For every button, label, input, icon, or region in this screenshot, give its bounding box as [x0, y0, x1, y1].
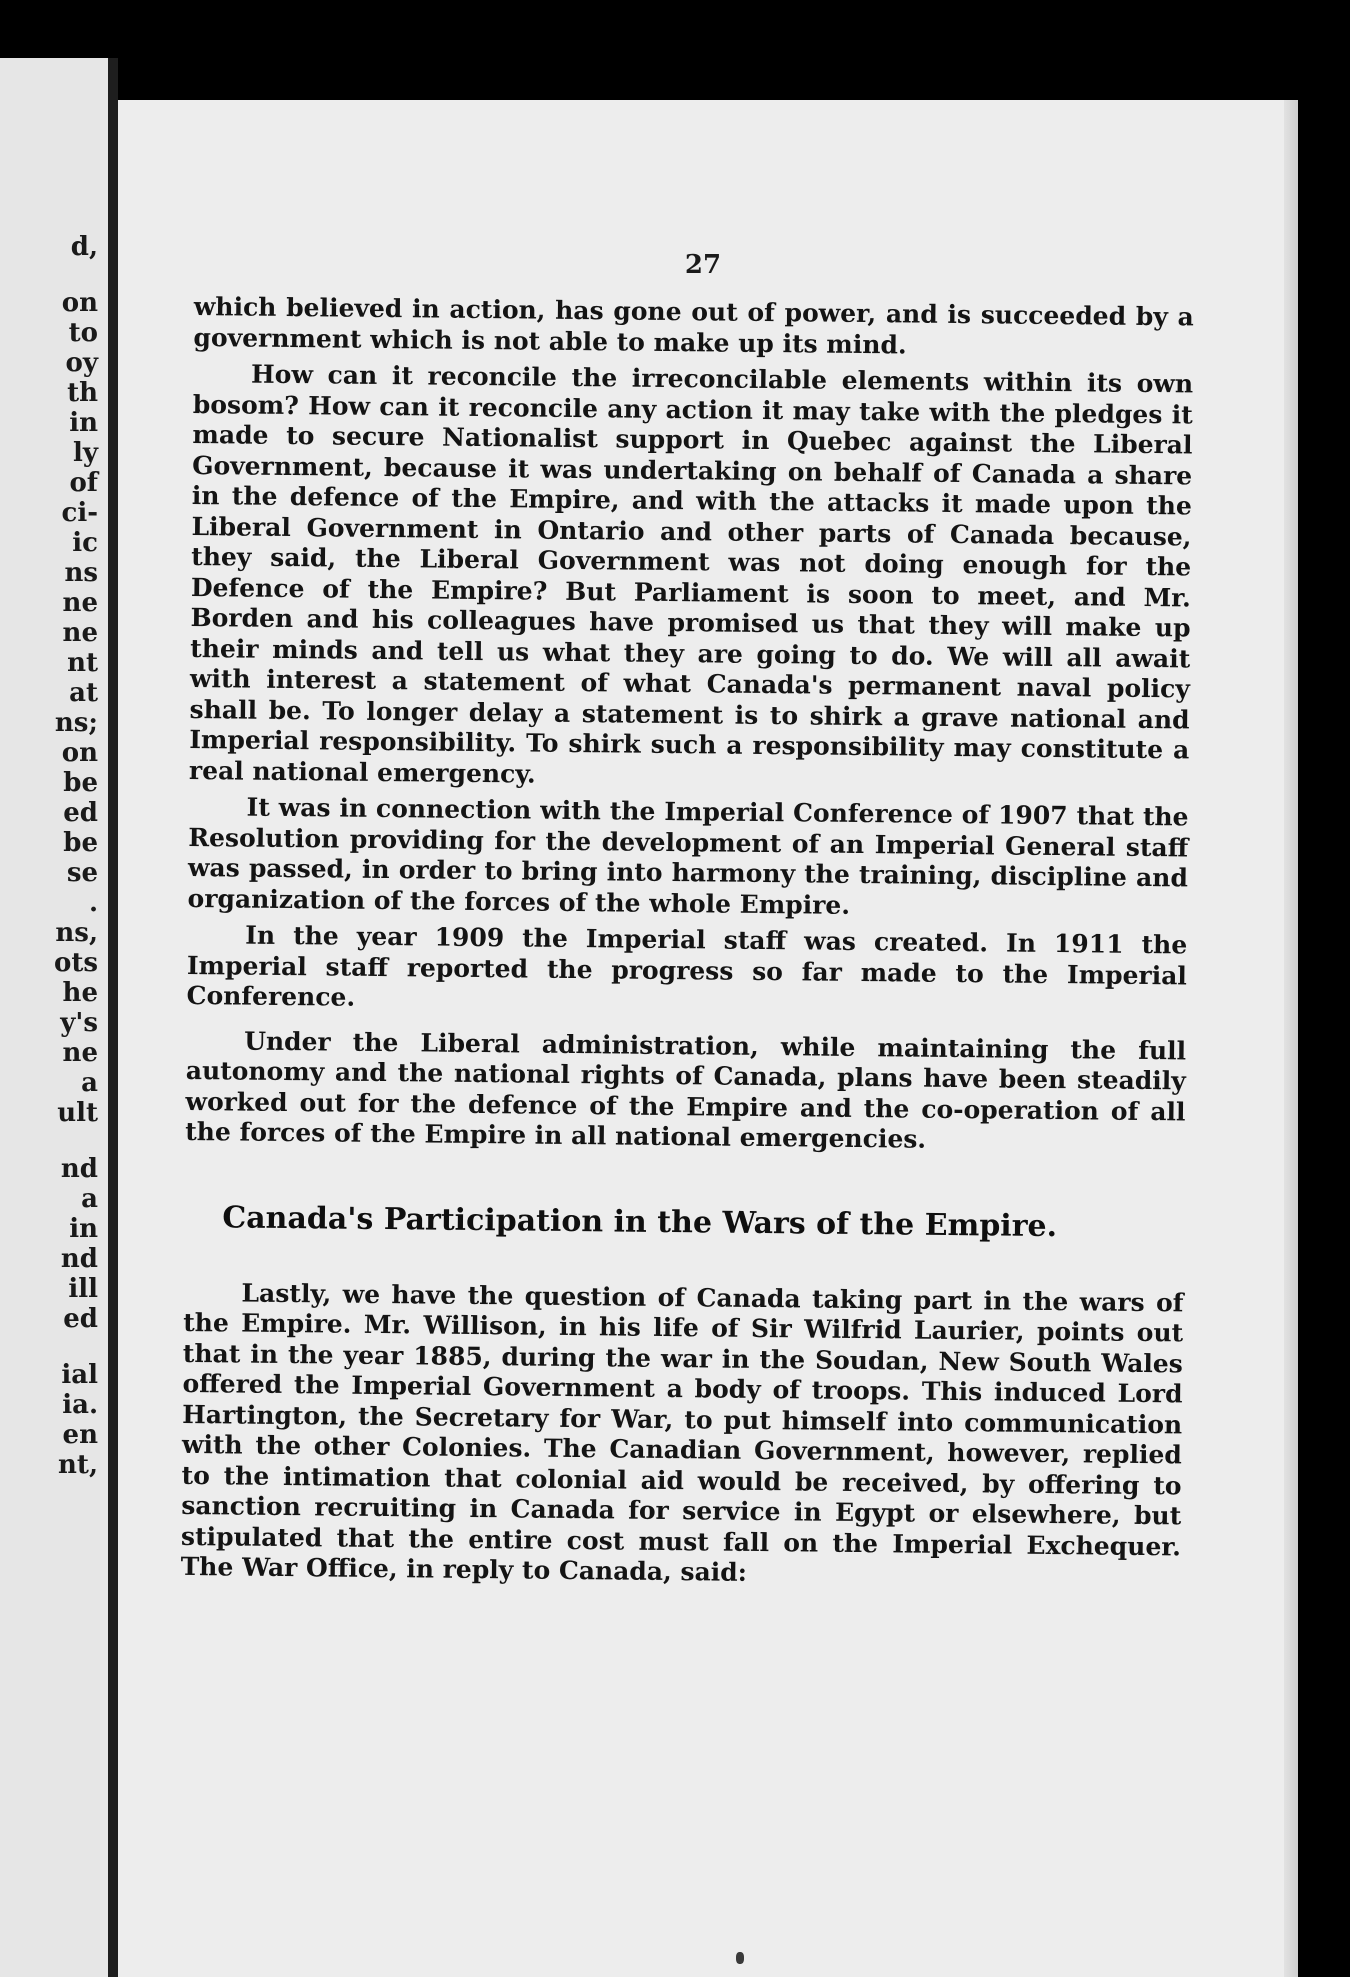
facing-page-fragment: nt, — [58, 1450, 98, 1480]
facing-page-fragment: d, — [70, 232, 98, 262]
facing-page-fragment: ne — [62, 618, 98, 648]
facing-page-fragment: ed — [63, 1304, 98, 1334]
facing-page-fragment: ns — [64, 558, 98, 588]
facing-page-fragment: oy — [65, 348, 98, 378]
facing-page-fragment: ial — [61, 1360, 98, 1390]
facing-page-fragment: . — [88, 888, 98, 918]
facing-page-fragment: on — [61, 288, 98, 318]
page-number: 27 — [684, 250, 722, 280]
paragraph: Lastly, we have the question of Canada taking part in the wars of the Empire. Mr. Willison, in his life of Sir Wilfrid Laurier, points out that in the year 1885, during the war in the Soudan, New South Wales offered the Imperial Government a body of troops. This induced Lord Hartington, the Secretary for War, to put himself into communication with the other Colonies. The Canadian Government, however, replied to the intimation that colonial aid would be received, by offering to sanction recruiting in Canada for service in Egypt or elsewhere, but stipulated that the entire cost must fall on the Imperial Exchequer. The War Office, in reply to Canada, said: — [180, 1278, 1184, 1587]
section-heading: Canada's Participation in the Wars of the Empire. — [222, 1199, 1058, 1244]
facing-page-fragment: of — [69, 468, 98, 498]
body-text — [180, 292, 1194, 1599]
facing-page-fragment: he — [62, 978, 98, 1008]
paragraph: How can it reconcile the irreconcilable elements within its own bosom? How can it reconcile any action it may take with the pledges it made to secure Nationalist support in Quebec against the Liberal Government, because it was undertaking on behalf of Canada a share in the defence of the Empire, and with the attacks it made upon the Liberal Government in Ontario and other parts of Canada because, they said, the Liberal Government was not doing enough for the Defence of the Empire? But Parliament is soon to meet, and Mr. Borden and his colleagues have promised us that they will make up their minds and tell us what they are going to do. We will all await with interest a statement of what Canada's permanent naval policy shall be. To longer delay a statement is to shirk a grave national and Imperial responsibility. To shirk such a responsibility may constitute a real national emergency. — [188, 359, 1194, 789]
facing-page-fragment: be — [63, 768, 98, 798]
facing-page-fragment: nt — [67, 648, 98, 678]
facing-page-fragment: ns; — [54, 708, 98, 738]
facing-page-fragment: ne — [62, 1038, 98, 1068]
facing-page-fragment: ult — [57, 1098, 98, 1128]
facing-page-fragment: ns, — [55, 918, 98, 948]
paragraph: Under the Liberal administration, while maintaining the full autonomy and the national rights of Canada, plans have been steadily worked out for the defence of the Empire and the co-operation of all the forces of the Empire in all national emergencies. — [185, 1026, 1187, 1154]
print-speck — [736, 1952, 744, 1964]
facing-page-fragment: ill — [68, 1274, 98, 1304]
facing-page-fragment: on — [61, 738, 98, 768]
facing-page-edge — [0, 58, 108, 1977]
facing-page-fragment: ne — [62, 588, 98, 618]
facing-page-fragment: en — [62, 1420, 98, 1450]
facing-page-fragment: ed — [63, 798, 98, 828]
facing-page-fragment: nd — [60, 1154, 98, 1184]
book-page — [118, 100, 1298, 1977]
facing-page-fragment: se — [66, 858, 98, 888]
binding-gutter — [108, 58, 118, 1977]
facing-page-fragment: in — [69, 1214, 98, 1244]
facing-page-fragment: ic — [72, 528, 98, 558]
facing-page-fragment: at — [69, 678, 98, 708]
paragraph: which believed in action, has gone out of power, and is succeeded by a government which is not able to make up its mind. — [193, 292, 1194, 359]
facing-page-fragment: ia. — [62, 1390, 98, 1420]
facing-page-fragment: th — [67, 378, 98, 408]
facing-page-fragment: in — [69, 408, 98, 438]
facing-page-fragment: ly — [73, 438, 98, 468]
paragraph: It was in connection with the Imperial Conference of 1907 that the Resolution providing for the development of an Imperial General staff was passed, in order to bring into harmony the training, discipline and organization of the forces of the whole Empire. — [187, 792, 1189, 920]
facing-page-fragment: ci- — [61, 498, 98, 528]
facing-page-fragment: to — [68, 318, 98, 348]
facing-page-fragment: be — [63, 828, 98, 858]
facing-page-fragment: ots — [54, 948, 98, 978]
facing-page-fragment: a — [81, 1068, 98, 1098]
facing-page-fragment: y's — [60, 1008, 98, 1038]
page-edge-shadow — [1284, 100, 1298, 1977]
facing-page-fragment: nd — [60, 1244, 98, 1274]
facing-page-fragment: a — [81, 1184, 98, 1214]
paragraph: In the year 1909 the Imperial staff was created. In 1911 the Imperial staff reported the progress so far made to the Imperial Conference. — [186, 920, 1188, 1012]
